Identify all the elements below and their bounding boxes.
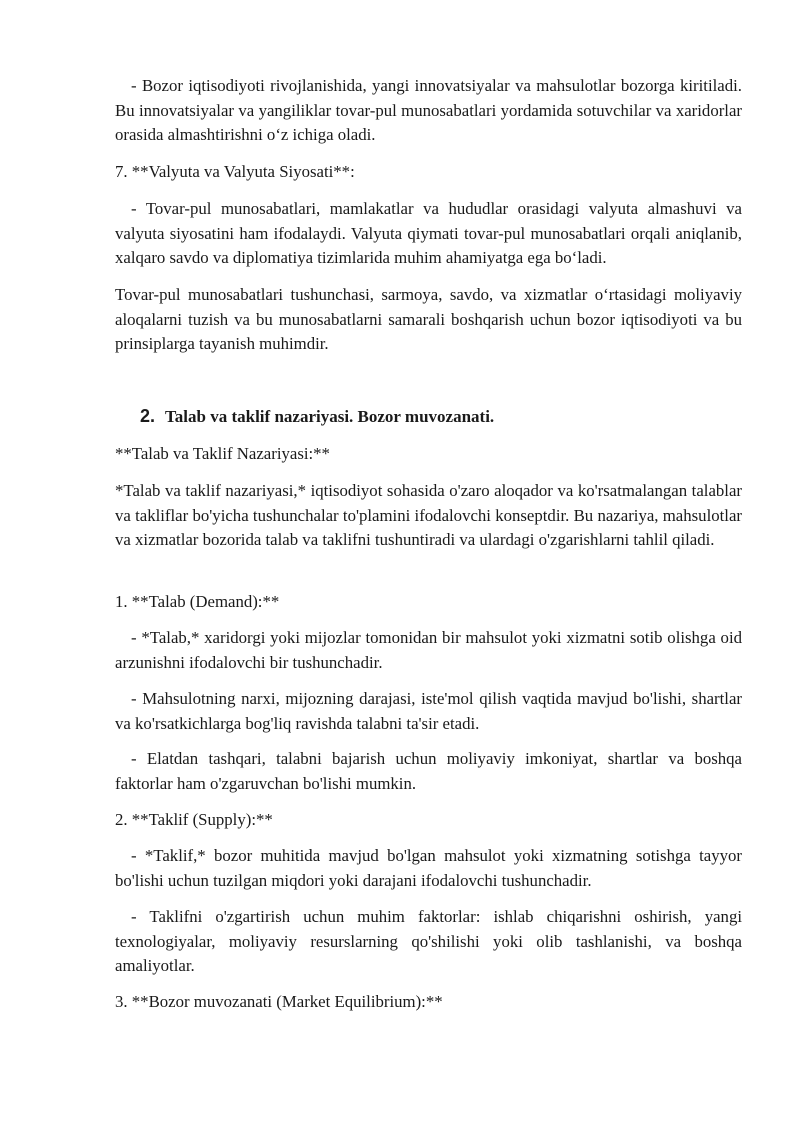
section-title: Talab va taklif nazariyasi. Bozor muvozanati. [165, 407, 495, 426]
paragraph-demand-factors: - Mahsulotning narxi, mijozning darajasi, iste'mol qilish vaqtida mavjud bo'lishi, shartlar va ko'rsatkichlarga bog'liq ravishda talabni ta'sir etadi. [115, 689, 742, 733]
section-heading [140, 404, 494, 429]
paragraph-demand-other: - Elatdan tashqari, talabni bajarish uchun moliyaviy imkoniyat, shartlar va boshqa faktorlar ham o'zgaruvchan bo'lishi mumkin. [115, 749, 742, 793]
paragraph-supply-factors: - Taklifni o'zgartirish uchun muhim faktorlar: ishlab chiqarishni oshirish, yangi texnologiyalar, moliyaviy resurslarning qo'shilishi yoki olib tashlanishi, va boshqa amaliyotlar. [115, 907, 742, 975]
list-item-1-demand: 1. **Talab (Demand):** [115, 592, 280, 611]
paragraph-theory-intro: *Talab va taklif nazariyasi,* iqtisodiyot sohasida o'zaro aloqador va ko'rsatmalangan talablar va takliflar bo'yicha tushunchalar to'plamini ifodalovchi konseptdir. Bu nazariya, mahsulotlar va xizmatlar bozorida talab va taklifni tushuntiradi va ulardagi o'zgarishlarni tahlil qiladi. [115, 481, 742, 549]
paragraph-summary: Tovar-pul munosabatlari tushunchasi, sarmoya, savdo, va xizmatlar o‘rtasidagi moliyaviy aloqalarni tuzish va bu munosabatlarni samarali boshqarish uchun bozor iqtisodiyoti va bu prinsiplarga tayanish muhimdir. [115, 285, 742, 353]
list-item-2-supply: 2. **Taklif (Supply):** [115, 810, 273, 829]
paragraph-supply-definition: - *Taklif,* bozor muhitida mavjud bo'lgan mahsulot yoki xizmatning sotishga tayyor bo'lishi uchun tuzilgan miqdori yoki darajani ifodalovchi tushunchadir. [115, 846, 742, 890]
paragraph-demand-definition: - *Talab,* xaridorgi yoki mijozlar tomonidan bir mahsulot yoki xizmatni sotib olishga oid arzunishni ifodalovchi bir tushunchadir. [115, 628, 742, 672]
subheading-theory: **Talab va Taklif Nazariyasi:** [115, 444, 330, 463]
list-item-3-equilibrium: 3. **Bozor muvozanati (Market Equilibrium):** [115, 992, 443, 1011]
paragraph-innovations: - Bozor iqtisodiyoti rivojlanishida, yangi innovatsiyalar va mahsulotlar bozorga kiritiladi. Bu innovatsiyalar va yangiliklar tovar-pul munosabatlari yordamida sotuvchilar va xaridorlar orasida almashtirishni o‘z ichiga oladi. [115, 76, 742, 144]
list-item-7-currency: 7. **Valyuta va Valyuta Siyosati**: [115, 162, 355, 181]
paragraph-currency-policy: - Tovar-pul munosabatlari, mamlakatlar va hududlar orasidagi valyuta almashuvi va valyuta siyosatini ham ifodalaydi. Valyuta qiymati tovar-pul munosabatlari orqali aniqlanib, xalqaro savdo va diplomatiya tizimlarida muhim ahamiyatga ega bo‘ladi. [115, 199, 742, 267]
section-number: 2. [140, 406, 156, 426]
